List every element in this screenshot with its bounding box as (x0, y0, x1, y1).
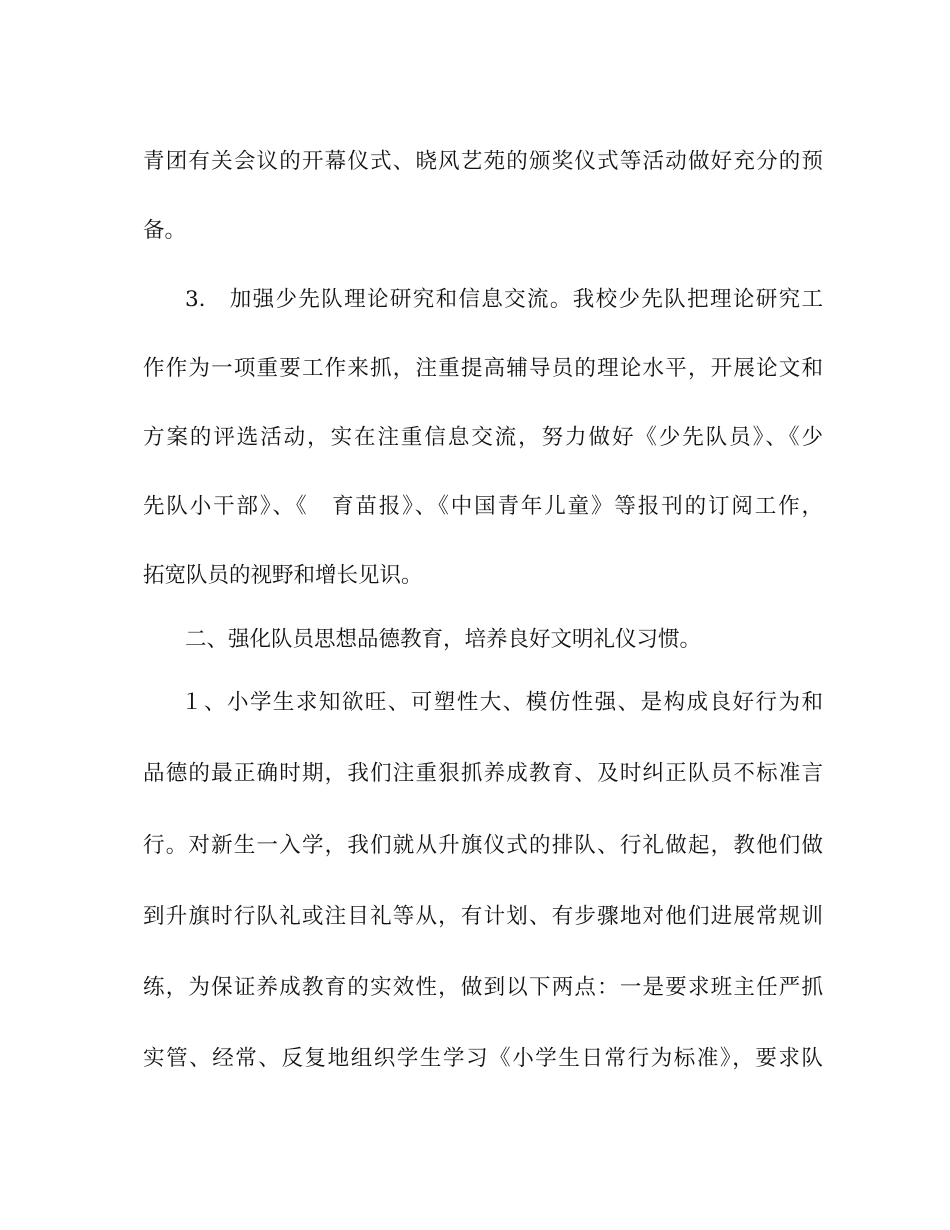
text-line: 实管、经常、反复地组织学生学习《小学生日常行为标准》，要求队 (143, 1046, 823, 1071)
text-line: 青团有关会议的开幕仪式、晓风艺苑的颁奖仪式等活动做好充分的预 (143, 149, 823, 174)
text-line: 行。对新生一入学，我们就从升旗仪式的排队、行礼做起，教他们做 (143, 833, 823, 858)
text-line: 方案的评选活动，实在注重信息交流，努力做好《少先队员》、《少 (143, 425, 823, 450)
text-line: 练，为保证养成教育的实效性，做到以下两点：一是要求班主任严抓 (143, 975, 823, 1000)
text-line: 拓宽队员的视野和增长见识。 (143, 563, 423, 588)
text-line: 备。 (143, 218, 187, 243)
paragraph-1-first-line: １、小学生求知欲旺、可塑性大、模仿性强、是构成良好行为和 (181, 690, 823, 715)
text-line: 品德的最正确时期，我们注重狠抓养成教育、及时纠正队员不标准言 (143, 761, 823, 786)
text-line: 到升旗时行队礼或注目礼等从，有计划、有步骤地对他们进展常规训 (143, 904, 823, 929)
text-line: 作作为一项重要工作来抓，注重提高辅导员的理论水平，开展论文和 (143, 356, 823, 381)
section-heading-two: 二、强化队员思想品德教育，培养良好文明礼仪习惯。 (185, 627, 702, 652)
paragraph-3-first-line: 3. 加强少先队理论研究和信息交流。我校少先队把理论研究工 (185, 287, 823, 312)
text-line: 先队小干部》、《 育苗报》、《中国青年儿童》等报刊的订阅工作， (143, 494, 823, 519)
